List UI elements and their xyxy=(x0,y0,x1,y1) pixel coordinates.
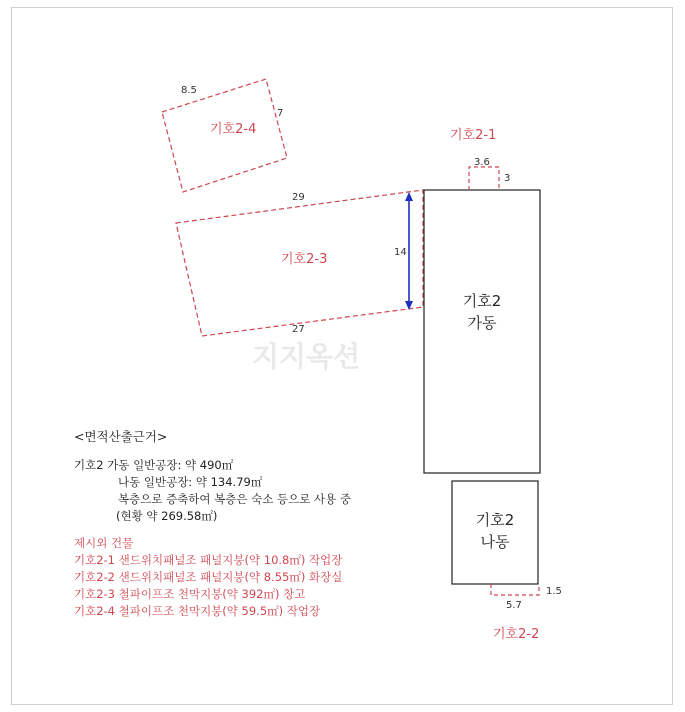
building-na-label-line2: 나동 xyxy=(480,533,510,551)
annex-2-2-outline xyxy=(491,584,539,595)
annex-2-4-label: 기호2-4 xyxy=(210,122,257,137)
notes-extra-item: 기호2-3 철파이프조 천막지붕(약 392㎡) 창고 xyxy=(74,587,306,601)
annex-2-3-dim-bottom: 27 xyxy=(292,324,305,335)
building-ga-label-line2: 가동 xyxy=(467,314,497,332)
notes-mezz-line: 복층으로 증축하여 복층은 숙소 등으로 사용 중 xyxy=(118,492,352,506)
notes-extra-item: 기호2-2 샌드위치패널조 패널지붕(약 8.55㎡) 화장실 xyxy=(74,570,343,584)
annex-2-4-dim-side: 7 xyxy=(277,108,284,119)
notes-extra-item: 기호2-4 철파이프조 천막지붕(약 59.5㎡) 작업장 xyxy=(74,604,321,618)
annex-2-1-outline xyxy=(469,167,499,190)
building-na-label-line1: 기호2 xyxy=(475,511,515,529)
annex-2-3-dim-top: 29 xyxy=(292,192,305,203)
notes-current-line: (현황 약 269.58㎡) xyxy=(116,509,218,523)
watermark-text: 지지옥션 xyxy=(252,340,361,373)
annex-2-2-dim-h: 1.5 xyxy=(546,586,562,597)
notes-na-line: 나동 일반공장: 약 134.79㎡ xyxy=(118,475,263,489)
annex-2-2-label: 기호2-2 xyxy=(493,627,540,642)
dimension-arrow-head-top xyxy=(405,192,413,201)
annex-2-1-label: 기호2-1 xyxy=(450,128,497,143)
notes-extra-item: 기호2-1 샌드위치패널조 패널지붕(약 10.8㎡) 작업장 xyxy=(74,553,343,567)
annex-2-3-label: 기호2-3 xyxy=(281,252,328,267)
notes-heading: <면적산출근거> xyxy=(74,429,168,444)
building-ga-label-line1: 기호2 xyxy=(462,292,502,310)
annex-2-1-dim-h: 3 xyxy=(504,173,511,184)
annex-2-1-dim-w: 3.6 xyxy=(474,157,490,168)
notes-extra-heading: 제시외 건물 xyxy=(74,536,134,550)
annex-2-4-dim-top: 8.5 xyxy=(181,85,197,96)
notes-ga-line: 기호2 가동 일반공장: 약 490㎡ xyxy=(74,458,234,472)
area-calculation-notes xyxy=(74,428,351,620)
annex-2-2-dim-w: 5.7 xyxy=(506,600,522,611)
annex-2-3-dim-height: 14 xyxy=(394,247,407,258)
